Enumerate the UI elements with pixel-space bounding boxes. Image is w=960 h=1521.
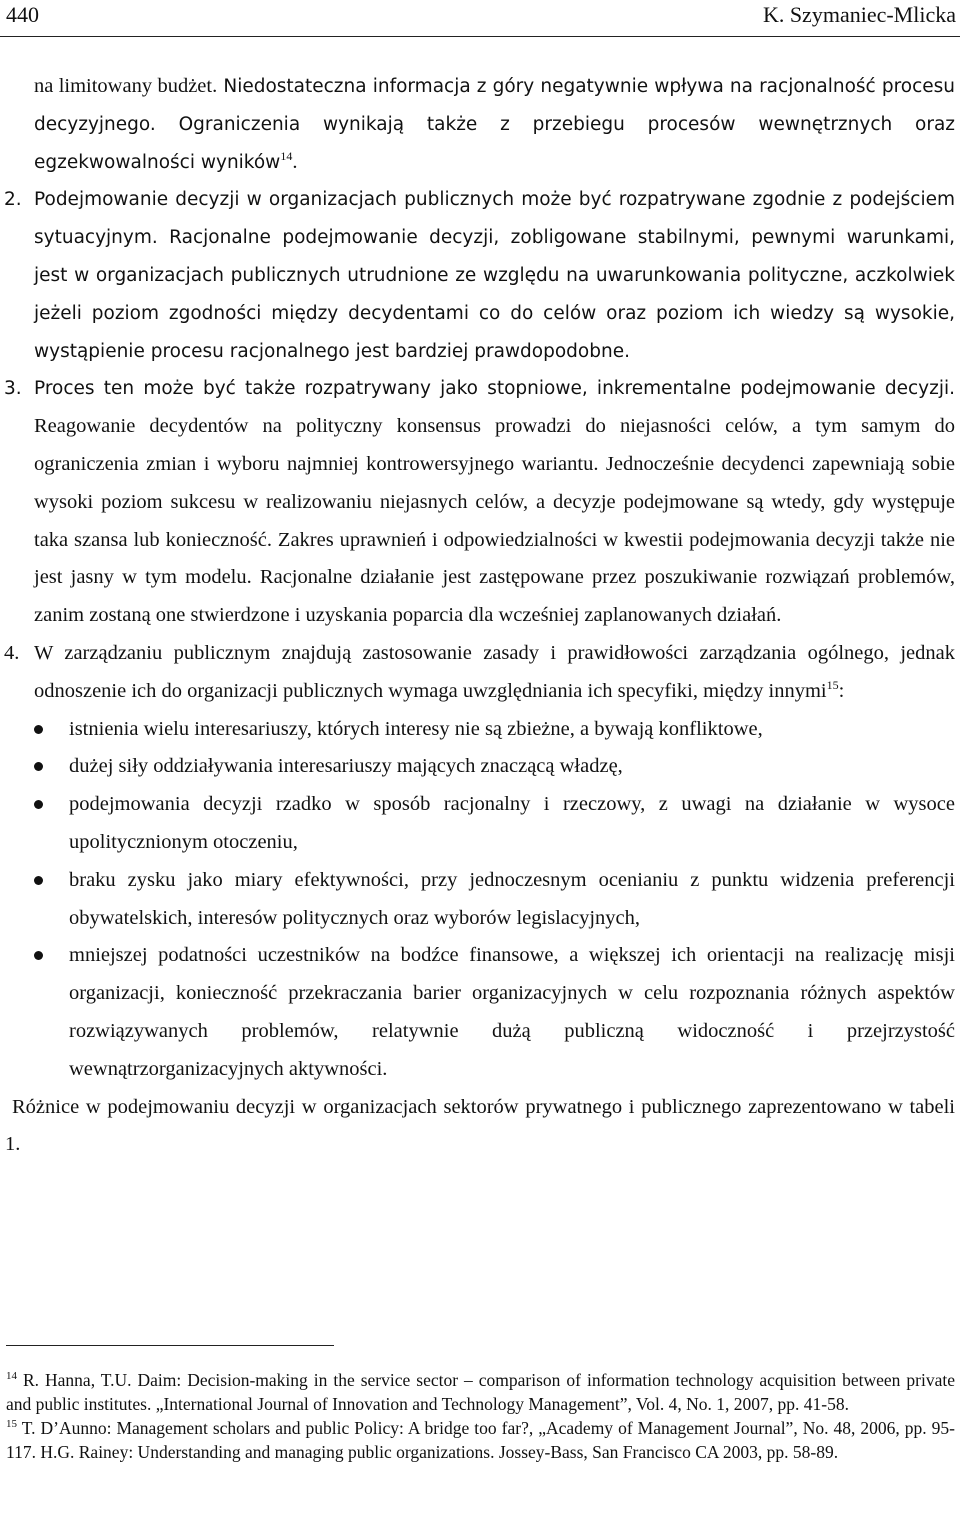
item-3-paragraph xyxy=(4,370,955,635)
bullet-icon xyxy=(34,951,43,960)
item-4-number: 4. xyxy=(4,641,20,664)
footnote-text: R. Hanna, T.U. Daim: Decision-making in the service sector – comparison of information technology acquisition between private and public institutes. „International Journal of Innovation and Technology Management”, Vol. 4, No. 1, 2007, pp. 41-58. xyxy=(6,1370,955,1414)
list-item xyxy=(34,748,955,786)
bullet-icon xyxy=(34,725,43,734)
running-header xyxy=(6,0,956,30)
item-2-number: 2. xyxy=(4,189,22,211)
footnote-number: 15 xyxy=(6,1418,17,1430)
item-4-end: : xyxy=(838,679,845,702)
footnote-ref-14[interactable]: 14 xyxy=(280,148,293,163)
item-3-text-b: Reagowanie decydentów na polityczny konsensus prowadzi do niejasności celów, a tym samym do ograniczenia zmian i wyboru najmniej kontrowersyjnego wariantu. Jednocześnie decydenci zapewniają sobie wysoki poziom sukcesu w realizowaniu niejasnych celów, a decyzje podejmowane są wtedy, gdy występuje taka szansa lub konieczność. Zakres uprawnień i odpowiedzialności w kwestii podejmowania decyzji także nie jest jasny w tym modelu. Racjonalne działanie jest zastępowane przez poszukiwanie rozwiązań problemów, zanim zostaną one stwierdzone i uzyskania poparcia dla wcześniej zaplanowanych działań. xyxy=(34,415,955,627)
list-item xyxy=(34,786,955,862)
intro-end: . xyxy=(292,150,298,173)
intro-paragraph xyxy=(34,68,955,181)
intro-text-b: Niedostateczna informacja z góry negatywnie wpływa na racjonalność procesu decyzyjnego. Ograniczenia wynikają także z przebiegu procesów wewnętrznych oraz egzekwowalności wyników xyxy=(34,76,956,173)
footnote-ref-15[interactable]: 15 xyxy=(826,677,839,692)
item-3-number: 3. xyxy=(4,378,22,400)
footnote-rule xyxy=(6,1345,334,1346)
running-author: K. Szymaniec-Mlicka xyxy=(762,2,956,27)
footnote-number: 14 xyxy=(6,1370,17,1382)
footnote-text: T. D’Aunno: Management scholars and public Policy: A bridge too far?, „Academy of Management Journal”, No. 48, 2006, pp. 95-117. H.G. Rainey: Understanding and managing public organizations. Jossey-Bass, San Francisco CA 2003, pp. 58-89. xyxy=(6,1418,955,1462)
bullet-icon xyxy=(34,876,43,885)
footnotes xyxy=(6,1369,955,1465)
list-item-text: braku zysku jako miary efektywności, przy jednoczesnym ocenianiu z punktu widzenia preferencji obywatelskich, interesów politycznych oraz wyborów legislacyjnych, xyxy=(69,868,955,929)
bullet-icon xyxy=(34,800,43,809)
list-item-text: podejmowania decyzji rzadko w sposób racjonalny i rzeczowy, z uwagi na działanie w wysoce upolitycznionym otoczeniu, xyxy=(69,793,955,853)
list-item-text: istnienia wielu interesariuszy, których interesy nie są zbieżne, a bywają konfliktowe, xyxy=(69,717,763,740)
bullet-icon xyxy=(34,762,43,771)
item-4-text: W zarządzaniu publicznym znajdują zastosowanie zasady i prawidłowości zarządzania ogólnego, jednak odnoszenie ich do organizacji publicznych wymaga uwzględniania ich specyfiki, między innymi xyxy=(34,641,955,702)
list-item xyxy=(34,711,955,749)
item-2-text-a: Podejmowanie decyzji w organizacjach publicznych może być rozpatrywane zgodnie z podejściem sytuacyjnym. xyxy=(34,189,955,249)
list-item-text: dużej siły oddziaływania interesariuszy mających znaczącą władzę, xyxy=(69,755,623,778)
closing-paragraph: Różnice w podejmowaniu decyzji w organizacjach sektorów prywatnego i publicznego zaprezentowano w tabeli 1. xyxy=(5,1095,955,1156)
item-4-paragraph xyxy=(4,635,955,711)
item-2-paragraph xyxy=(4,181,955,370)
bullet-list xyxy=(34,711,955,1089)
main-text xyxy=(4,68,956,1164)
footnote-15 xyxy=(6,1417,955,1464)
list-item xyxy=(34,862,955,938)
intro-text-a: na limitowany budżet. xyxy=(34,75,218,97)
header-rule xyxy=(0,36,960,37)
list-item xyxy=(34,937,955,1088)
item-3-text-a: Proces ten może być także rozpatrywany jako stopniowe, inkrementalne podejmowanie decyzji. xyxy=(34,378,955,400)
item-2-text-b: Racjonalne podejmowanie decyzji, zobligowane stabilnymi, pewnymi warunkami, jest w organizacjach publicznych utrudnione ze względu na uwarunkowania polityczne, aczkolwiek jeżeli poziom zgodności między decydentami co do celów oraz poziom ich wiedzy są wysokie, wystąpienie procesu racjonalnego jest bardziej prawdopodobne. xyxy=(34,227,955,362)
page-number: 440 xyxy=(6,2,39,27)
footnote-14 xyxy=(6,1369,955,1416)
list-item-text: mniejszej podatności uczestników na bodźce finansowe, a większej ich orientacji na realizację misji organizacji, konieczność przekraczania barier organizacyjnych w celu rozpoznania różnych aspektów rozwiązywanych problemów, relatywnie dużą publiczną widoczność i przejrzystość wewnątrzorganizacyjnych aktywności. xyxy=(69,944,955,1080)
